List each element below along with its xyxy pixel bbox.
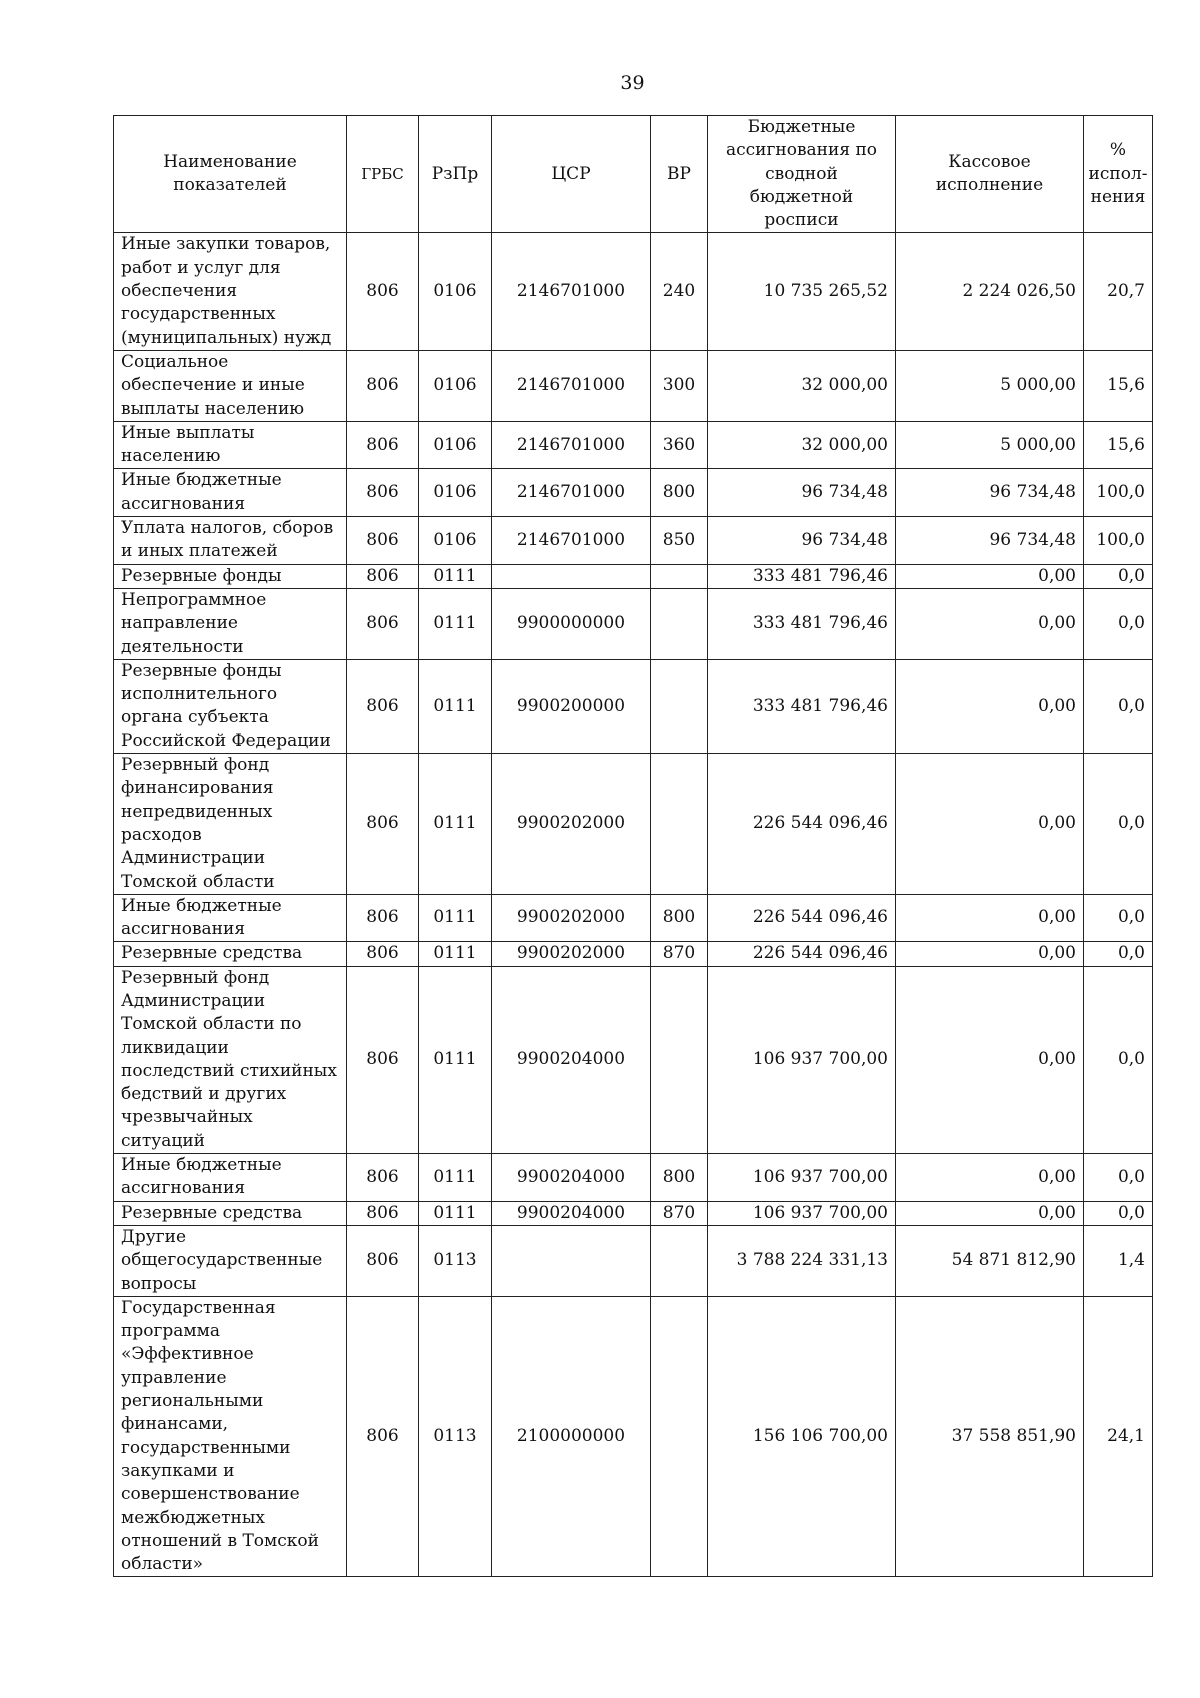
table-row <box>114 350 1153 421</box>
row-grbs: 806 <box>347 894 419 942</box>
row-budget: 3 788 224 331,13 <box>708 1225 896 1296</box>
row-rzpr: 0111 <box>419 1154 492 1202</box>
row-rzpr: 0111 <box>419 659 492 753</box>
row-name: Иные бюджетные ассигнования <box>114 894 347 942</box>
row-cash: 0,00 <box>896 966 1084 1153</box>
col-header-name: Наименование показателей <box>114 116 347 233</box>
row-cash: 0,00 <box>896 588 1084 659</box>
row-cash: 0,00 <box>896 564 1084 588</box>
row-vr: 870 <box>651 1201 708 1225</box>
row-name: Иные бюджетные ассигнования <box>114 1154 347 1202</box>
table-row <box>114 1225 1153 1296</box>
row-cash: 37 558 851,90 <box>896 1296 1084 1577</box>
table-body <box>114 233 1153 1577</box>
row-vr: 240 <box>651 233 708 350</box>
table-row <box>114 1296 1153 1577</box>
col-header-rzpr: РзПр <box>419 116 492 233</box>
row-csr: 2146701000 <box>492 421 651 469</box>
row-name: Резервные фонды <box>114 564 347 588</box>
row-csr: 9900202000 <box>492 942 651 966</box>
row-name: Непрограммное направление деятельности <box>114 588 347 659</box>
row-name: Иные закупки товаров, работ и услуг для обеспечения государственных (муниципальных) нужд <box>114 233 347 350</box>
row-name: Резервный фонд финансирования непредвиденных расходов Администрации Томской области <box>114 754 347 895</box>
row-name: Иные выплаты населению <box>114 421 347 469</box>
row-csr: 2146701000 <box>492 350 651 421</box>
row-cash: 54 871 812,90 <box>896 1225 1084 1296</box>
row-grbs: 806 <box>347 659 419 753</box>
table-row <box>114 754 1153 895</box>
row-cash: 0,00 <box>896 754 1084 895</box>
table-row <box>114 421 1153 469</box>
row-csr: 9900204000 <box>492 966 651 1153</box>
row-budget: 333 481 796,46 <box>708 564 896 588</box>
row-rzpr: 0113 <box>419 1296 492 1577</box>
row-budget: 333 481 796,46 <box>708 588 896 659</box>
row-vr <box>651 1296 708 1577</box>
table-row <box>114 233 1153 350</box>
row-vr: 850 <box>651 517 708 565</box>
row-pct: 1,4 <box>1084 1225 1153 1296</box>
row-rzpr: 0111 <box>419 1201 492 1225</box>
row-csr: 9900202000 <box>492 894 651 942</box>
row-grbs: 806 <box>347 421 419 469</box>
row-pct: 15,6 <box>1084 421 1153 469</box>
row-csr: 2100000000 <box>492 1296 651 1577</box>
col-header-vr: ВР <box>651 116 708 233</box>
row-grbs: 806 <box>347 517 419 565</box>
table-row <box>114 1201 1153 1225</box>
row-rzpr: 0111 <box>419 588 492 659</box>
row-vr: 300 <box>651 350 708 421</box>
row-pct: 0,0 <box>1084 659 1153 753</box>
row-name: Резервные фонды исполнительного органа субъекта Российской Федерации <box>114 659 347 753</box>
row-csr: 9900000000 <box>492 588 651 659</box>
row-rzpr: 0111 <box>419 894 492 942</box>
row-budget: 106 937 700,00 <box>708 966 896 1153</box>
row-pct: 0,0 <box>1084 1201 1153 1225</box>
row-grbs: 806 <box>347 350 419 421</box>
row-pct: 0,0 <box>1084 754 1153 895</box>
row-name: Социальное обеспечение и иные выплаты населению <box>114 350 347 421</box>
row-name: Резервные средства <box>114 1201 347 1225</box>
row-csr: 9900202000 <box>492 754 651 895</box>
row-cash: 2 224 026,50 <box>896 233 1084 350</box>
budget-table <box>113 115 1153 1577</box>
row-budget: 106 937 700,00 <box>708 1154 896 1202</box>
row-rzpr: 0106 <box>419 517 492 565</box>
row-pct: 0,0 <box>1084 966 1153 1153</box>
row-grbs: 806 <box>347 942 419 966</box>
row-grbs: 806 <box>347 564 419 588</box>
row-rzpr: 0111 <box>419 942 492 966</box>
row-rzpr: 0106 <box>419 469 492 517</box>
row-pct: 15,6 <box>1084 350 1153 421</box>
row-csr: 9900204000 <box>492 1201 651 1225</box>
row-rzpr: 0111 <box>419 754 492 895</box>
row-csr: 2146701000 <box>492 233 651 350</box>
row-budget: 96 734,48 <box>708 469 896 517</box>
row-cash: 96 734,48 <box>896 517 1084 565</box>
table-row <box>114 588 1153 659</box>
row-rzpr: 0106 <box>419 421 492 469</box>
table-row <box>114 517 1153 565</box>
row-rzpr: 0106 <box>419 233 492 350</box>
row-csr: 2146701000 <box>492 469 651 517</box>
row-pct: 24,1 <box>1084 1296 1153 1577</box>
row-rzpr: 0111 <box>419 564 492 588</box>
row-cash: 0,00 <box>896 1154 1084 1202</box>
row-csr <box>492 564 651 588</box>
row-csr: 2146701000 <box>492 517 651 565</box>
row-vr: 800 <box>651 894 708 942</box>
row-name: Резервный фонд Администрации Томской области по ликвидации последствий стихийных бедствий и других чрезвычайных ситуаций <box>114 966 347 1153</box>
row-cash: 96 734,48 <box>896 469 1084 517</box>
table-row <box>114 564 1153 588</box>
row-vr <box>651 754 708 895</box>
row-grbs: 806 <box>347 1296 419 1577</box>
row-name: Государственная программа «Эффективное управление региональными финансами, государственными закупками и совершенствование межбюджетных отношений в Томской области» <box>114 1296 347 1577</box>
row-csr <box>492 1225 651 1296</box>
row-rzpr: 0111 <box>419 966 492 1153</box>
row-budget: 226 544 096,46 <box>708 754 896 895</box>
row-pct: 100,0 <box>1084 469 1153 517</box>
row-pct: 0,0 <box>1084 564 1153 588</box>
row-budget: 106 937 700,00 <box>708 1201 896 1225</box>
col-header-pct: % испол-нения <box>1084 116 1153 233</box>
col-header-grbs: ГРБС <box>347 116 419 233</box>
row-vr: 800 <box>651 469 708 517</box>
row-vr <box>651 1225 708 1296</box>
row-vr: 360 <box>651 421 708 469</box>
row-pct: 20,7 <box>1084 233 1153 350</box>
row-budget: 10 735 265,52 <box>708 233 896 350</box>
table-row <box>114 894 1153 942</box>
row-grbs: 806 <box>347 588 419 659</box>
page-number: 39 <box>620 72 645 94</box>
table-row <box>114 469 1153 517</box>
row-cash: 5 000,00 <box>896 421 1084 469</box>
table-row <box>114 1154 1153 1202</box>
row-cash: 0,00 <box>896 659 1084 753</box>
row-name: Уплата налогов, сборов и иных платежей <box>114 517 347 565</box>
row-name: Иные бюджетные ассигнования <box>114 469 347 517</box>
row-cash: 0,00 <box>896 1201 1084 1225</box>
row-grbs: 806 <box>347 233 419 350</box>
row-pct: 0,0 <box>1084 588 1153 659</box>
row-name: Резервные средства <box>114 942 347 966</box>
row-budget: 32 000,00 <box>708 421 896 469</box>
table-row <box>114 659 1153 753</box>
row-pct: 100,0 <box>1084 517 1153 565</box>
row-name: Другие общегосударственные вопросы <box>114 1225 347 1296</box>
row-cash: 0,00 <box>896 942 1084 966</box>
row-rzpr: 0106 <box>419 350 492 421</box>
col-header-csr: ЦСР <box>492 116 651 233</box>
row-grbs: 806 <box>347 1201 419 1225</box>
row-vr: 870 <box>651 942 708 966</box>
table-row <box>114 966 1153 1153</box>
col-header-budget: Бюджетные ассигнования по сводной бюджетной росписи <box>708 116 896 233</box>
row-csr: 9900204000 <box>492 1154 651 1202</box>
row-vr <box>651 588 708 659</box>
row-grbs: 806 <box>347 966 419 1153</box>
row-vr <box>651 564 708 588</box>
col-header-cash: Кассовое исполнение <box>896 116 1084 233</box>
row-cash: 5 000,00 <box>896 350 1084 421</box>
header-row <box>114 116 1153 233</box>
row-budget: 226 544 096,46 <box>708 894 896 942</box>
row-budget: 96 734,48 <box>708 517 896 565</box>
table-row <box>114 942 1153 966</box>
row-grbs: 806 <box>347 1154 419 1202</box>
row-pct: 0,0 <box>1084 894 1153 942</box>
row-budget: 333 481 796,46 <box>708 659 896 753</box>
row-budget: 156 106 700,00 <box>708 1296 896 1577</box>
row-grbs: 806 <box>347 754 419 895</box>
row-grbs: 806 <box>347 469 419 517</box>
row-vr <box>651 966 708 1153</box>
row-pct: 0,0 <box>1084 1154 1153 1202</box>
row-pct: 0,0 <box>1084 942 1153 966</box>
row-budget: 226 544 096,46 <box>708 942 896 966</box>
row-csr: 9900200000 <box>492 659 651 753</box>
row-rzpr: 0113 <box>419 1225 492 1296</box>
row-vr <box>651 659 708 753</box>
row-budget: 32 000,00 <box>708 350 896 421</box>
row-grbs: 806 <box>347 1225 419 1296</box>
row-cash: 0,00 <box>896 894 1084 942</box>
row-vr: 800 <box>651 1154 708 1202</box>
